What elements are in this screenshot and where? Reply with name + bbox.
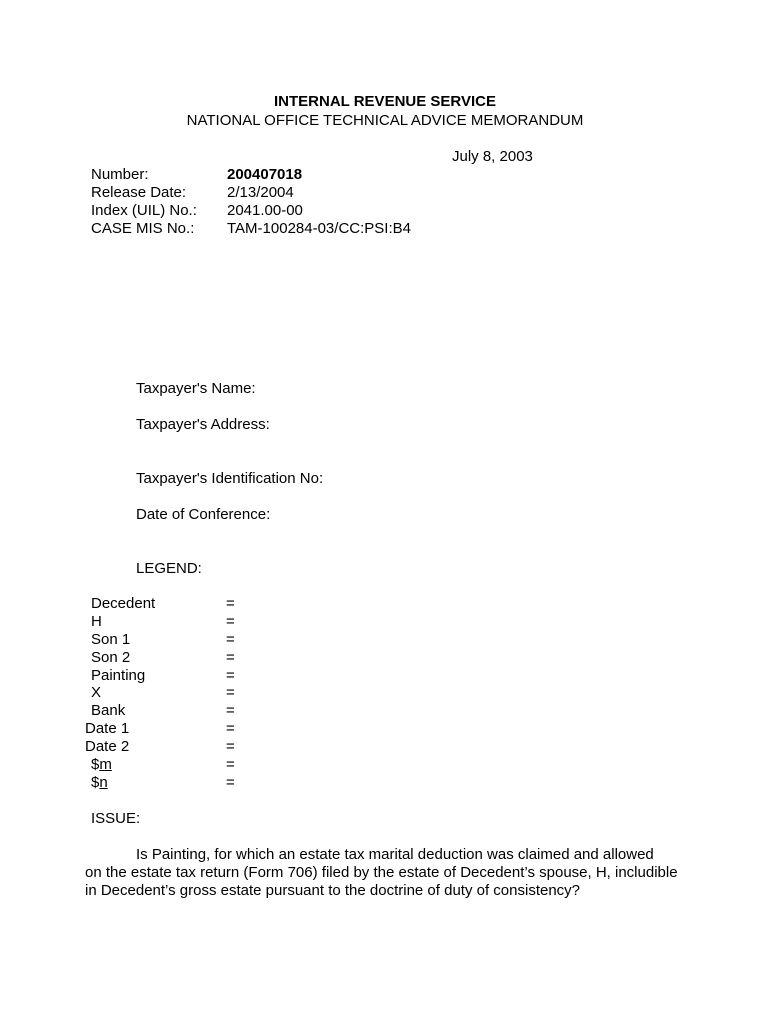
legend-equals: = — [226, 756, 235, 773]
legend-term — [91, 756, 112, 774]
currency-sign: $ — [91, 774, 100, 791]
legend-equals: = — [226, 720, 235, 737]
legend-heading: LEGEND: — [136, 560, 202, 577]
issue-heading: ISSUE: — [91, 810, 141, 827]
legend-term: X — [91, 684, 102, 701]
taxpayer-address-label: Taxpayer's Address: — [136, 416, 270, 433]
variable-m: m — [99, 756, 112, 773]
issue-paragraph — [85, 846, 685, 900]
memo-subtitle: NATIONAL OFFICE TECHNICAL ADVICE MEMORANDUM — [186, 112, 584, 129]
legend-equals: = — [226, 595, 235, 612]
issue-text-first-line: Is Painting, for which an estate tax marital deduction was claimed and allowed — [136, 846, 654, 863]
legend-equals: = — [226, 613, 235, 630]
issue-text-rest: on the estate tax return (Form 706) filed by the estate of Decedent’s spouse, H, includible in Decedent’s gross estate pursuant to the doctrine of duty of consistency? — [85, 864, 678, 899]
legend-term: H — [91, 613, 102, 630]
index-uil-value: 2041.00-00 — [227, 202, 303, 219]
legend-term: Decedent — [91, 595, 156, 612]
legend-term: Date 2 — [85, 738, 130, 755]
legend-term: Son 2 — [91, 649, 131, 666]
memo-date: July 8, 2003 — [452, 148, 533, 165]
legend-equals: = — [226, 667, 235, 684]
taxpayer-id-label: Taxpayer's Identification No: — [136, 470, 324, 487]
legend-equals: = — [226, 631, 235, 648]
legend-equals: = — [226, 684, 235, 701]
taxpayer-name-label: Taxpayer's Name: — [136, 380, 256, 397]
legend-equals: = — [226, 649, 235, 666]
number-label: Number: — [91, 166, 149, 183]
release-date-value: 2/13/2004 — [227, 184, 294, 201]
index-uil-label: Index (UIL) No.: — [91, 202, 197, 219]
legend-term — [91, 774, 108, 792]
release-date-label: Release Date: — [91, 184, 187, 201]
legend-term: Bank — [91, 702, 126, 719]
case-mis-label: CASE MIS No.: — [91, 220, 195, 237]
legend-equals: = — [226, 738, 235, 755]
conference-date-label: Date of Conference: — [136, 506, 271, 523]
legend-equals: = — [226, 702, 235, 719]
variable-n: n — [99, 774, 108, 791]
agency-title: INTERNAL REVENUE SERVICE — [274, 93, 496, 110]
legend-term: Son 1 — [91, 631, 131, 648]
legend-term: Painting — [91, 667, 146, 684]
legend-equals: = — [226, 774, 235, 791]
case-mis-value: TAM-100284-03/CC:PSI:B4 — [227, 220, 411, 237]
legend-term: Date 1 — [85, 720, 130, 737]
currency-sign: $ — [91, 756, 100, 773]
number-value: 200407018 — [227, 166, 303, 183]
